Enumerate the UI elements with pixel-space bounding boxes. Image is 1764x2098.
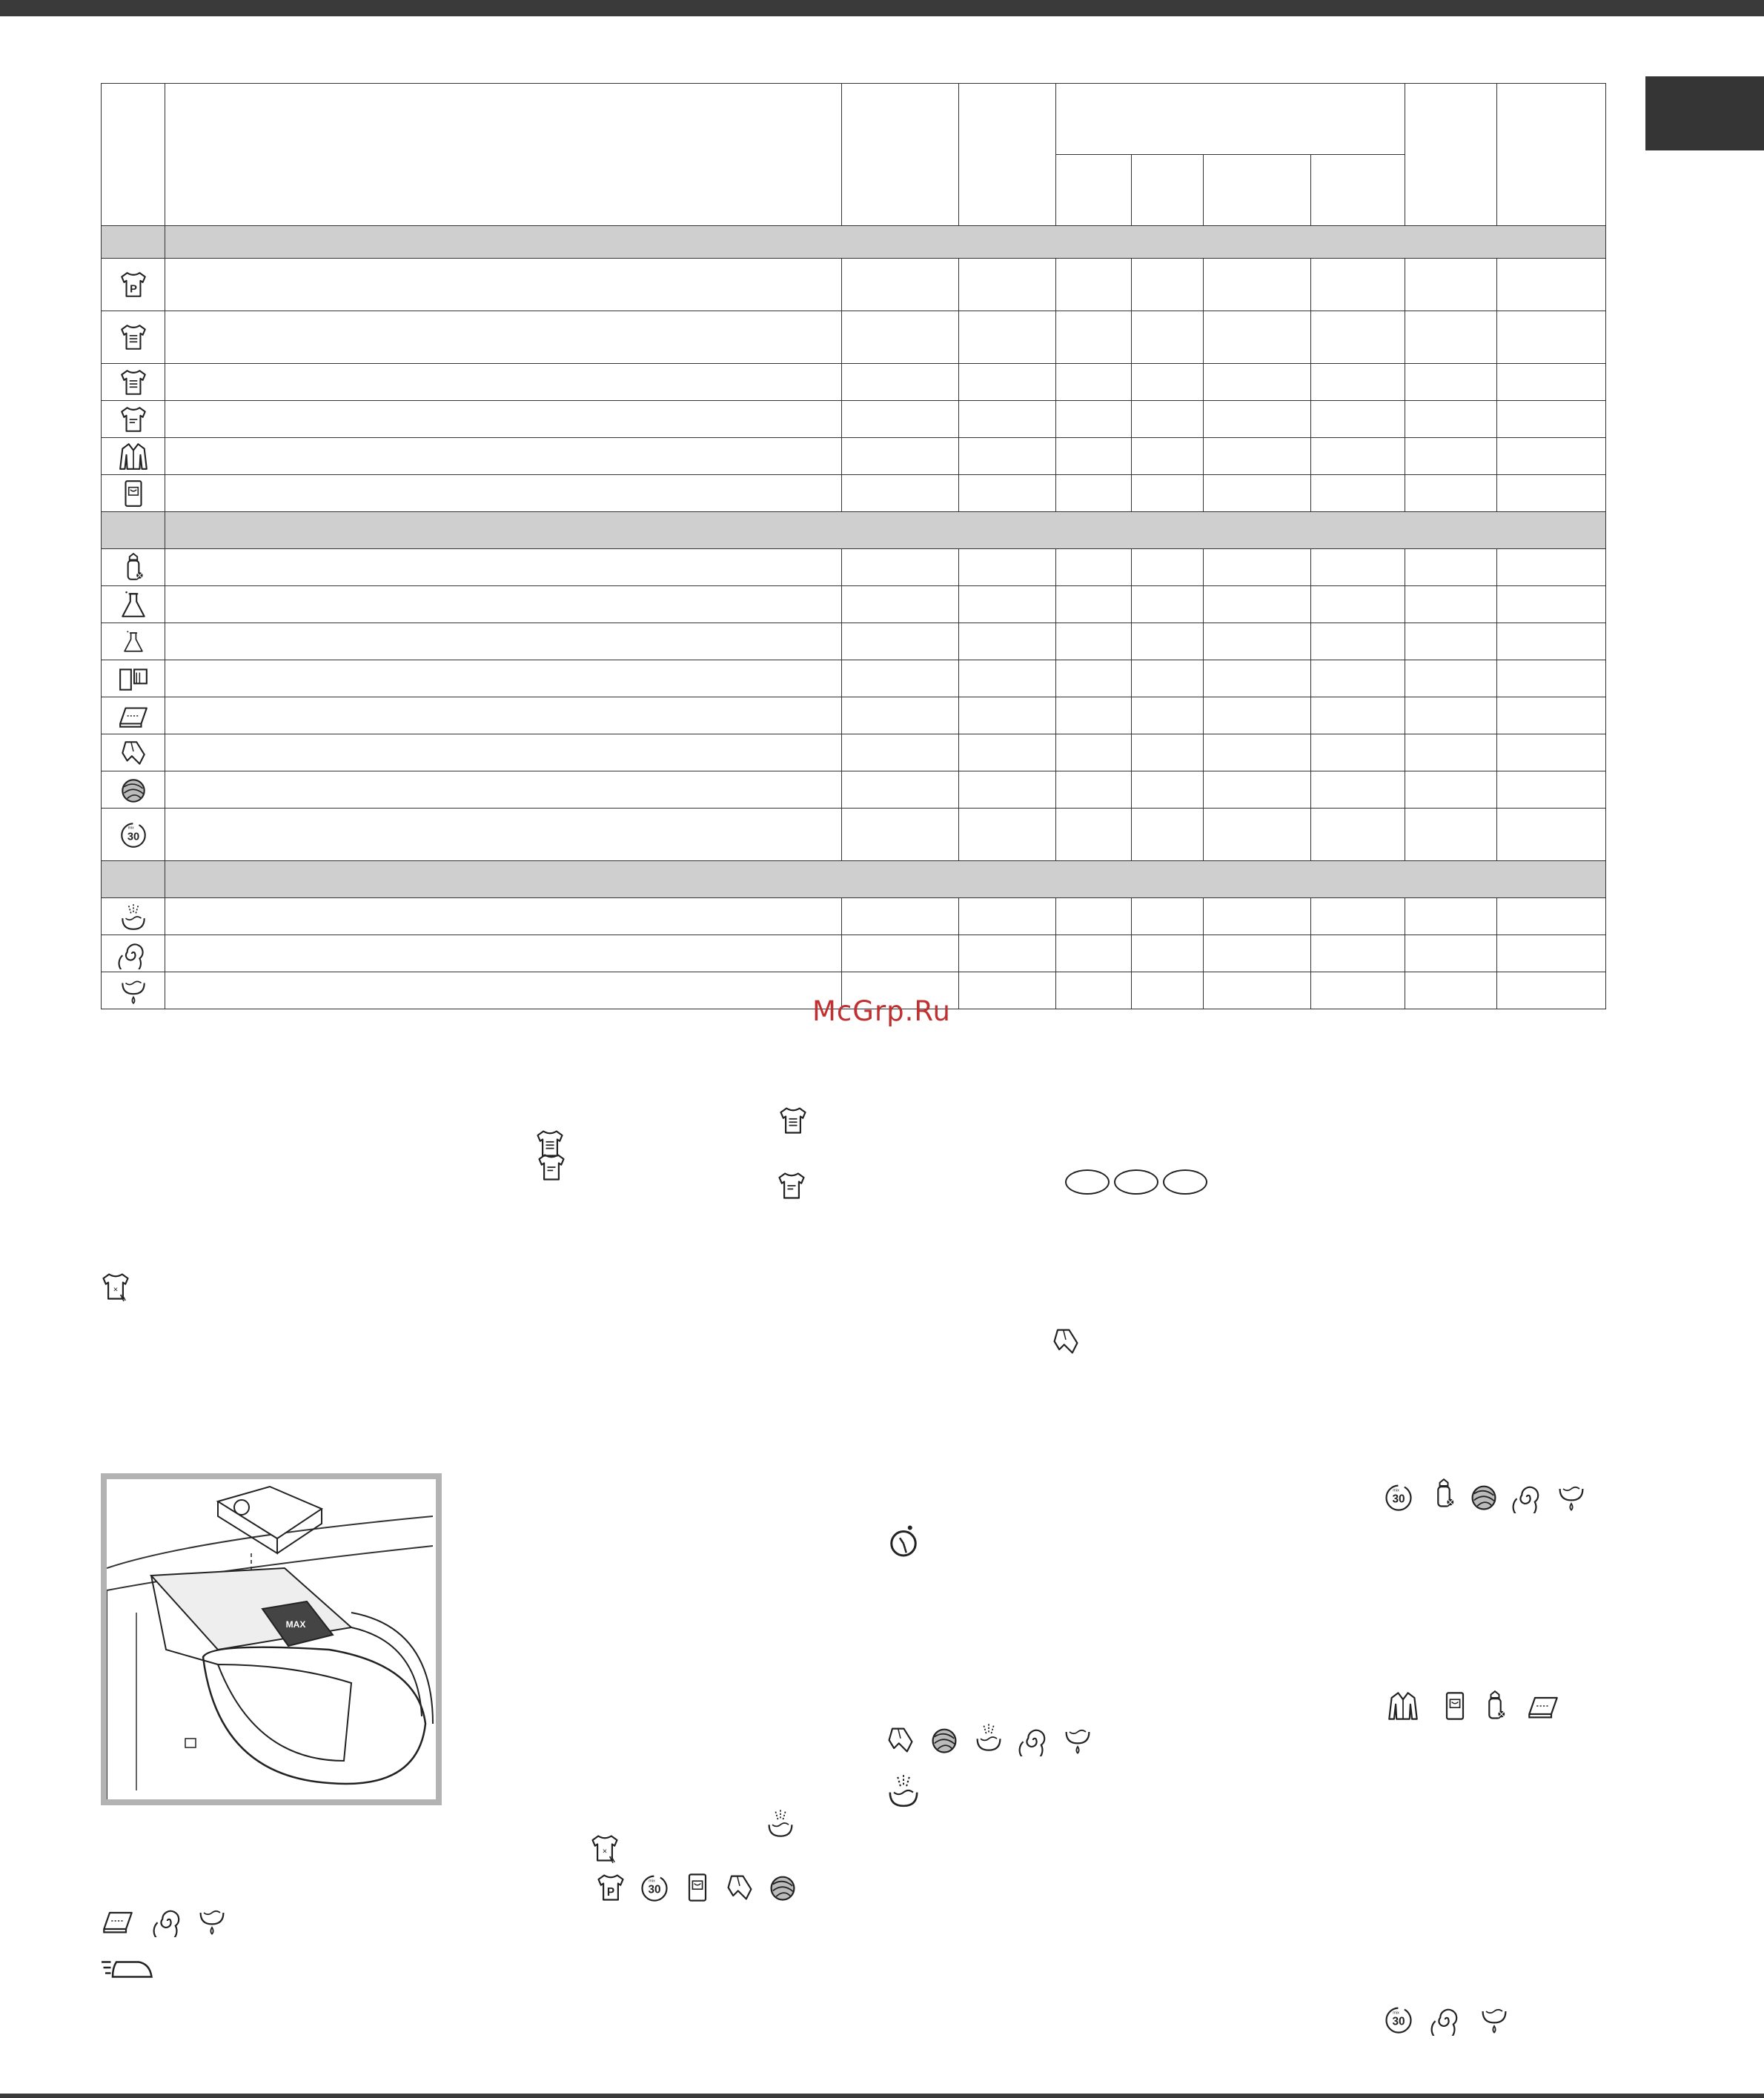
shirt-lines-icon (777, 1104, 809, 1137)
table-cell (1204, 401, 1311, 438)
wool-ball-icon (766, 1871, 799, 1904)
table-cell (959, 586, 1056, 623)
table-row (102, 697, 1606, 734)
table-cell (1497, 898, 1606, 935)
programme-name-cell (165, 311, 842, 364)
table-cell (1204, 771, 1311, 809)
spin-icon (1512, 1481, 1545, 1513)
table-cell (1311, 809, 1405, 861)
table-cell (1204, 364, 1311, 401)
wool-ball-icon (928, 1724, 961, 1756)
table-cell (1311, 364, 1405, 401)
flask-small-icon (121, 629, 146, 654)
programme-name-cell (165, 771, 842, 809)
programme-icon-cell (102, 259, 165, 311)
table-cell (1405, 935, 1497, 972)
table-cell (842, 898, 959, 935)
table-cell (1056, 401, 1132, 438)
table-cell (1497, 475, 1606, 512)
table-cell (1204, 697, 1311, 734)
programme-icon-cell (102, 623, 165, 660)
table-cell (1056, 311, 1132, 364)
programme-icon-cell (102, 549, 165, 586)
baby-bottle-icon (118, 552, 149, 583)
table-cell (959, 734, 1056, 771)
table-cell (1056, 972, 1132, 1009)
table-cell (1132, 623, 1204, 660)
programme-icon-cell (102, 586, 165, 623)
table-cell (842, 623, 959, 660)
spin-icon (1018, 1724, 1051, 1756)
table-cell (1405, 734, 1497, 771)
table-cell (1056, 364, 1132, 401)
programme-name-cell (165, 401, 842, 438)
header-cell (842, 84, 959, 226)
bottom-bar (0, 2094, 1764, 2098)
table-cell (1405, 549, 1497, 586)
table-cell (1405, 586, 1497, 623)
jeans-tag-icon (118, 478, 149, 509)
max-label: MAX (285, 1619, 306, 1630)
table-cell (1311, 734, 1405, 771)
table-cell (1132, 771, 1204, 809)
table-cell (1056, 660, 1132, 697)
shirt-half-icon (535, 1151, 568, 1184)
shirt-lines-icon (118, 367, 149, 398)
programme-icon-cell (102, 734, 165, 771)
table-cell (1497, 697, 1606, 734)
silk-icon (723, 1871, 756, 1904)
table-cell (1311, 549, 1405, 586)
table-cell (842, 475, 959, 512)
table-cell (959, 401, 1056, 438)
table-cell (959, 475, 1056, 512)
spin-icon (153, 1905, 185, 1937)
table-cell (842, 734, 959, 771)
programme-name-cell (165, 586, 842, 623)
jacket-icon (1387, 1690, 1419, 1722)
table-cell (1204, 935, 1311, 972)
table-cell (1132, 438, 1204, 475)
dispenser-drawing (107, 1479, 436, 1799)
table-cell (1405, 809, 1497, 861)
table-cell (1056, 586, 1132, 623)
drain-icon (196, 1905, 228, 1937)
table-cell (1132, 697, 1204, 734)
table-cell (959, 438, 1056, 475)
table-row (102, 771, 1606, 809)
indicator-oval (1163, 1169, 1207, 1195)
programme-icon-cell (102, 475, 165, 512)
table-cell (1056, 734, 1132, 771)
wool-ball-icon (118, 774, 149, 806)
programme-icon-cell (102, 660, 165, 697)
iron-icon (99, 1949, 156, 1986)
silk-icon (1050, 1325, 1082, 1358)
blanket-icon (1524, 1690, 1562, 1722)
table-cell (1405, 475, 1497, 512)
table-cell (1056, 259, 1132, 311)
section-title-cell (165, 512, 1606, 549)
programme-table-container (101, 83, 1605, 1009)
table-cell (1405, 311, 1497, 364)
table-cell (1497, 935, 1606, 972)
table-cell (1204, 898, 1311, 935)
table-cell (1132, 586, 1204, 623)
shirt-half-icon (775, 1169, 808, 1202)
programme-name-cell (165, 898, 842, 935)
programme-icon-cell (102, 898, 165, 935)
rinse-icon (972, 1721, 1005, 1753)
table-cell (842, 364, 959, 401)
table-cell (1405, 259, 1497, 311)
table-cell (842, 549, 959, 586)
table-cell (1405, 401, 1497, 438)
table-cell (1132, 935, 1204, 972)
programme-name-cell (165, 660, 842, 697)
curtains-icon (118, 663, 149, 694)
header-cell-group (1056, 84, 1405, 155)
header-cell (959, 84, 1056, 226)
blanket-icon (118, 700, 149, 731)
table-row (102, 586, 1606, 623)
table-cell (1311, 259, 1405, 311)
table-cell (1311, 623, 1405, 660)
table-cell (1056, 475, 1132, 512)
table-cell (1204, 623, 1311, 660)
table-cell (842, 401, 959, 438)
table-cell (1497, 549, 1606, 586)
table-cell (842, 697, 959, 734)
table-cell (1311, 898, 1405, 935)
rinse-icon (764, 1807, 797, 1839)
table-cell (1311, 972, 1405, 1009)
table-row (102, 549, 1606, 586)
table-cell (1204, 259, 1311, 311)
table-cell (959, 809, 1056, 861)
language-tab (1645, 76, 1764, 150)
table-cell (1497, 259, 1606, 311)
baby-bottle-icon (1479, 1690, 1511, 1722)
table-cell (1311, 401, 1405, 438)
table-cell (1497, 311, 1606, 364)
drain-icon (1061, 1724, 1094, 1756)
table-cell (1056, 438, 1132, 475)
table-row (102, 438, 1606, 475)
shirt-p-icon (118, 269, 149, 300)
table-cell (1497, 623, 1606, 660)
table-cell (1497, 771, 1606, 809)
table-cell (959, 935, 1056, 972)
table-cell (1204, 660, 1311, 697)
table-cell (842, 586, 959, 623)
programme-icon-cell (102, 364, 165, 401)
programme-name-cell (165, 259, 842, 311)
table-row (102, 660, 1606, 697)
section-title-cell (165, 861, 1606, 898)
programme-name-cell (165, 438, 842, 475)
programme-icon-cell (102, 972, 165, 1009)
table-cell (1056, 623, 1132, 660)
table-cell (1497, 401, 1606, 438)
table-row (102, 401, 1606, 438)
programme-table (101, 83, 1606, 1009)
table-cell (1132, 898, 1204, 935)
table-cell (959, 697, 1056, 734)
table-row (102, 623, 1606, 660)
table-row (102, 809, 1606, 861)
table-cell (842, 311, 959, 364)
table-cell (1132, 364, 1204, 401)
table-cell (1204, 972, 1311, 1009)
table-cell (959, 771, 1056, 809)
section-header-row (102, 226, 1606, 259)
section-header-row (102, 512, 1606, 549)
programme-name-cell (165, 697, 842, 734)
programme-name-cell (165, 623, 842, 660)
table-cell (1405, 697, 1497, 734)
table-row (102, 935, 1606, 972)
table-cell (1056, 697, 1132, 734)
programme-icon-cell (102, 771, 165, 809)
table-cell (1497, 660, 1606, 697)
table-cell (1497, 809, 1606, 861)
table-cell (1311, 771, 1405, 809)
table-cell (1204, 549, 1311, 586)
table-cell (1405, 898, 1497, 935)
table-row (102, 259, 1606, 311)
table-cell (1056, 935, 1132, 972)
table-cell (1204, 311, 1311, 364)
drain-icon (118, 975, 149, 1006)
table-cell (842, 771, 959, 809)
section-icon-cell (102, 861, 165, 898)
wool-ball-icon (1468, 1481, 1500, 1513)
programme-name-cell (165, 364, 842, 401)
silk-icon (884, 1724, 917, 1756)
table-cell (959, 549, 1056, 586)
programme-icon-cell (102, 935, 165, 972)
table-cell (959, 259, 1056, 311)
table-cell (959, 972, 1056, 1009)
drain-icon (1478, 2003, 1511, 2036)
table-cell (1204, 586, 1311, 623)
table-cell (842, 259, 959, 311)
mix-30-icon (118, 819, 149, 850)
stain-shirt-icon (99, 1270, 132, 1303)
section-title-cell (165, 226, 1606, 259)
table-cell (1497, 586, 1606, 623)
table-cell (1311, 660, 1405, 697)
table-cell (1132, 401, 1204, 438)
shirt-half-icon (118, 404, 149, 435)
table-row (102, 898, 1606, 935)
table-cell (1497, 972, 1606, 1009)
spin-icon (118, 938, 149, 969)
mix-30-icon (638, 1871, 671, 1904)
table-cell (959, 364, 1056, 401)
table-cell (1132, 734, 1204, 771)
table-cell (1056, 549, 1132, 586)
blanket-icon (99, 1905, 136, 1937)
shirt-p-icon (594, 1871, 627, 1904)
mix-30-icon (1382, 1481, 1415, 1513)
table-cell (1311, 586, 1405, 623)
table-cell (1204, 438, 1311, 475)
flask-icon (118, 589, 149, 620)
programme-name-cell (165, 935, 842, 972)
header-subcell (1311, 155, 1405, 226)
table-cell (1405, 972, 1497, 1009)
table-cell (959, 660, 1056, 697)
table-cell (1056, 898, 1132, 935)
table-cell (842, 935, 959, 972)
table-cell (1497, 364, 1606, 401)
table-cell (1497, 438, 1606, 475)
shirt-lines-icon (118, 322, 149, 353)
watermark-text: McGrp.Ru (812, 995, 951, 1027)
programme-name-cell (165, 475, 842, 512)
header-subcell (1056, 155, 1132, 226)
detergent-dispenser-illustration (101, 1473, 442, 1805)
table-cell (1204, 809, 1311, 861)
programme-icon-cell (102, 311, 165, 364)
indicator-oval (1065, 1169, 1110, 1195)
delay-timer-icon (885, 1522, 922, 1559)
table-cell (1405, 660, 1497, 697)
table-cell (1405, 771, 1497, 809)
silk-icon (118, 737, 149, 769)
section-icon-cell (102, 512, 165, 549)
indicator-oval (1114, 1169, 1158, 1195)
table-cell (1405, 364, 1497, 401)
table-cell (1132, 809, 1204, 861)
table-header-row (102, 84, 1606, 155)
mix-30-icon (1382, 2003, 1415, 2036)
table-cell (1497, 734, 1606, 771)
table-cell (1204, 734, 1311, 771)
rinse-icon (884, 1771, 923, 1810)
table-cell (842, 660, 959, 697)
table-row (102, 734, 1606, 771)
programme-name-cell (165, 734, 842, 771)
jeans-tag-icon (1439, 1690, 1471, 1722)
stain-shirt-icon (588, 1832, 621, 1865)
table-cell (1311, 697, 1405, 734)
programme-icon-cell (102, 438, 165, 475)
table-cell (1132, 311, 1204, 364)
spin-icon (1430, 2003, 1463, 2036)
table-cell (959, 898, 1056, 935)
table-cell (1132, 549, 1204, 586)
table-cell (1405, 623, 1497, 660)
table-cell (842, 438, 959, 475)
table-cell (1132, 972, 1204, 1009)
programme-name-cell (165, 549, 842, 586)
table-cell (1311, 935, 1405, 972)
table-row (102, 311, 1606, 364)
table-cell (1056, 771, 1132, 809)
table-cell (1204, 475, 1311, 512)
section-icon-cell (102, 226, 165, 259)
header-cell (165, 84, 842, 226)
table-cell (842, 809, 959, 861)
header-cell (102, 84, 165, 226)
table-cell (1311, 311, 1405, 364)
section-header-row (102, 861, 1606, 898)
programme-icon-cell (102, 809, 165, 861)
header-subcell (1204, 155, 1311, 226)
table-cell (959, 623, 1056, 660)
table-cell (1132, 475, 1204, 512)
header-subcell (1132, 155, 1204, 226)
programme-icon-cell (102, 697, 165, 734)
drain-icon (1555, 1481, 1588, 1513)
top-bar (0, 0, 1764, 16)
rinse-icon (118, 901, 149, 932)
table-cell (1405, 438, 1497, 475)
header-cell (1497, 84, 1606, 226)
jeans-tag-icon (681, 1871, 714, 1904)
table-cell (959, 311, 1056, 364)
programme-name-cell (165, 972, 842, 1009)
table-row (102, 364, 1606, 401)
table-cell (1311, 475, 1405, 512)
table-cell (1132, 259, 1204, 311)
baby-bottle-icon (1428, 1478, 1460, 1510)
jacket-icon (118, 441, 149, 472)
programme-icon-cell (102, 401, 165, 438)
header-cell (1405, 84, 1497, 226)
table-row (102, 475, 1606, 512)
table-cell (1132, 660, 1204, 697)
programme-name-cell (165, 809, 842, 861)
table-cell (1311, 438, 1405, 475)
table-cell (1056, 809, 1132, 861)
